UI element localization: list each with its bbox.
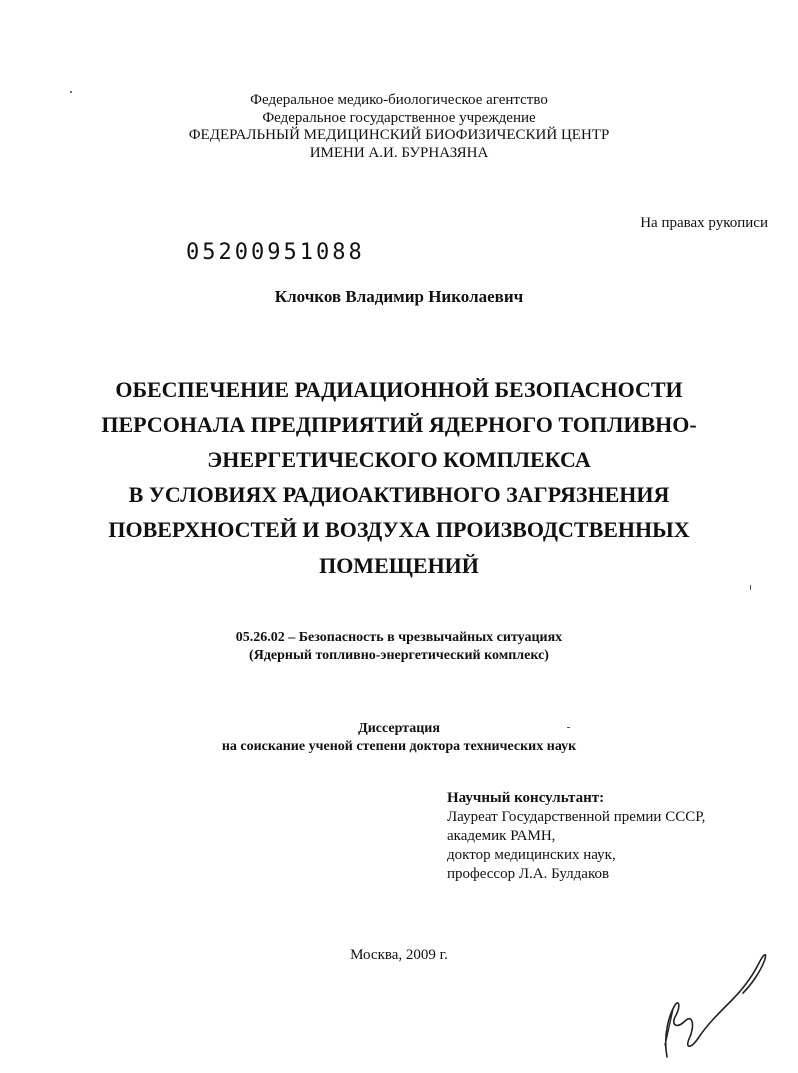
agency-line: Федеральное медико-биологическое агентство [250,92,548,108]
consultant-heading: Научный консультант: [447,790,605,806]
institution-type-line: Федеральное государственное учреждение [262,110,536,126]
institution-named-after-line: ИМЕНИ А.И. БУРНАЗЯНА [309,145,489,161]
scan-mark [750,585,751,590]
scientific-consultant-block [447,789,705,884]
author-name: Клочков Владимир Николаевич [274,287,524,306]
catalog-number: 05200951088 [186,240,365,265]
consultant-line: доктор медицинских наук, [447,847,616,863]
title-line: ПОВЕРХНОСТЕЙ И ВОЗДУХА ПРОИЗВОДСТВЕННЫХ [108,517,690,542]
handwritten-signature [655,945,775,1063]
specialty-code: 05.26.02 – Безопасность в чрезвычайных ситуациях [235,630,563,645]
title-line: В УСЛОВИЯХ РАДИОАКТИВНОГО ЗАГРЯЗНЕНИЯ [128,482,670,507]
degree-sought: на соискание ученой степени доктора технических наук [221,739,577,754]
consultant-line: профессор Л.А. Булдаков [447,866,610,882]
title-line: ЭНЕРГЕТИЧЕСКОГО КОМПЛЕКСА [207,447,591,472]
title-line: ПЕРСОНАЛА ПРЕДПРИЯТИЙ ЯДЕРНОГО ТОПЛИВНО- [101,412,697,437]
consultant-line: академик РАМН, [447,828,556,844]
manuscript-rights-note: На правах рукописи [640,215,768,231]
title-line: ПОМЕЩЕНИЙ [319,553,479,578]
document-type: Диссертация [358,721,440,736]
scan-mark [567,727,570,728]
city-year: Москва, 2009 г. [350,947,448,963]
specialty-branch: (Ядерный топливно-энергетический комплекс) [249,648,549,663]
consultant-line: Лауреат Государственной премии СССР, [447,809,706,825]
title-line: ОБЕСПЕЧЕНИЕ РАДИАЦИОННОЙ БЕЗОПАСНОСТИ [115,377,683,402]
institution-name-line: ФЕДЕРАЛЬНЫЙ МЕДИЦИНСКИЙ БИОФИЗИЧЕСКИЙ ЦЕНТР [188,127,610,143]
